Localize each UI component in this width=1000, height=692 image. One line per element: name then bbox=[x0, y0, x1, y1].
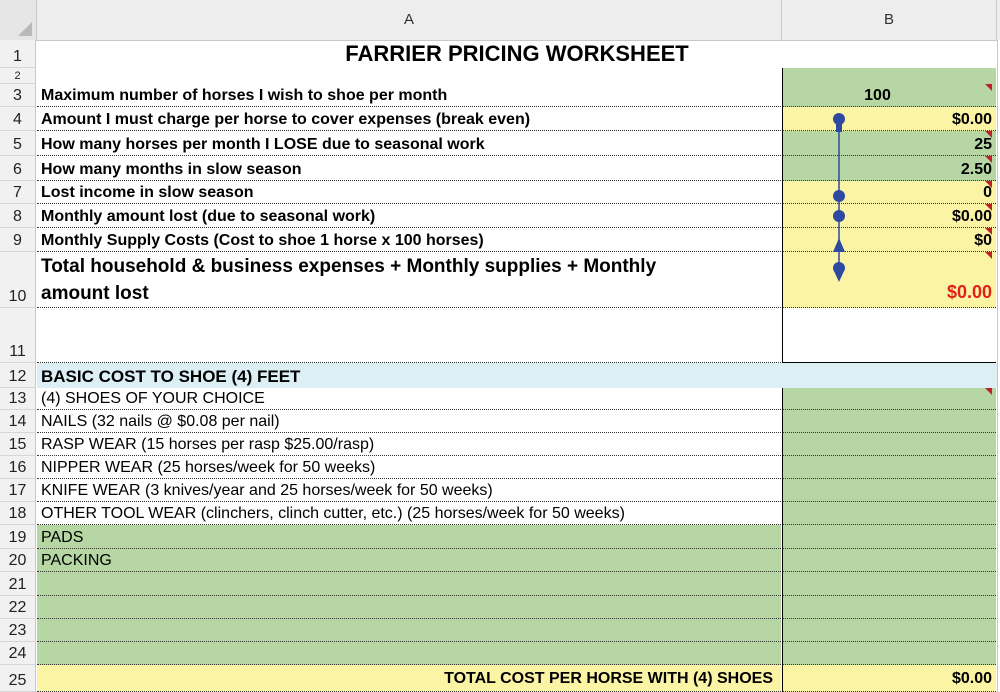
cell-b13[interactable] bbox=[782, 388, 996, 410]
cell-b14[interactable] bbox=[782, 410, 996, 433]
cell-b23[interactable] bbox=[782, 619, 996, 642]
supply-costs-value: $0 bbox=[974, 232, 992, 249]
cell-b24[interactable] bbox=[782, 642, 996, 665]
cell-a25[interactable]: TOTAL COST PER HORSE WITH (4) SHOES bbox=[37, 665, 781, 692]
comment-marker-icon bbox=[985, 204, 992, 211]
cell-b16[interactable] bbox=[782, 456, 996, 479]
select-all-corner[interactable] bbox=[0, 0, 37, 40]
cell-b4[interactable]: $0.00 bbox=[782, 107, 996, 131]
total-expenses-label-line1: Total household & business expenses + Monthly supplies + Monthly bbox=[41, 256, 657, 277]
cell-a21[interactable] bbox=[37, 572, 781, 596]
cell-b11[interactable] bbox=[782, 308, 996, 363]
cell-a15[interactable]: RASP WEAR (15 horses per rasp $25.00/rasp) bbox=[37, 433, 781, 456]
cell-a14[interactable]: NAILS (32 nails @ $0.08 per nail) bbox=[37, 410, 781, 433]
cell-b20[interactable] bbox=[782, 549, 996, 572]
cell-a4[interactable]: Amount I must charge per horse to cover expenses (break even) bbox=[37, 107, 781, 131]
cell-b17[interactable] bbox=[782, 479, 996, 502]
row-header-15[interactable]: 15 bbox=[0, 433, 36, 456]
cell-b3[interactable] bbox=[782, 84, 996, 107]
cell-a9[interactable]: Monthly Supply Costs (Cost to shoe 1 horse x 100 horses) bbox=[37, 228, 781, 252]
cell-a23[interactable] bbox=[37, 619, 781, 642]
comment-marker-icon bbox=[985, 228, 992, 235]
cell-a8[interactable]: Monthly amount lost (due to seasonal work) bbox=[37, 204, 781, 228]
row-header-22[interactable]: 22 bbox=[0, 596, 36, 619]
row-header-9[interactable]: 9 bbox=[0, 228, 36, 252]
row-header-14[interactable]: 14 bbox=[0, 410, 36, 433]
row-header-20[interactable]: 20 bbox=[0, 549, 36, 572]
cell-a17[interactable]: KNIFE WEAR (3 knives/year and 25 horses/week for 50 weeks) bbox=[37, 479, 781, 502]
cell-a18[interactable]: OTHER TOOL WEAR (clinchers, clinch cutter, etc.) (25 horses/week for 50 weeks) bbox=[37, 502, 781, 525]
row-header-8[interactable]: 8 bbox=[0, 204, 36, 228]
total-expenses-value: $0.00 bbox=[946, 282, 992, 302]
cell-b15[interactable] bbox=[782, 433, 996, 456]
cell-a20[interactable]: PACKING bbox=[37, 549, 781, 572]
comment-marker-icon bbox=[985, 156, 992, 163]
cell-b8[interactable] bbox=[782, 204, 996, 228]
column-header-a[interactable]: A bbox=[37, 0, 782, 40]
total-expenses-label-line2: amount lost bbox=[41, 283, 149, 304]
row-header-10[interactable]: 10 bbox=[0, 252, 36, 308]
cell-b9[interactable] bbox=[782, 228, 996, 252]
comment-marker-icon bbox=[985, 84, 992, 91]
row-header-7[interactable]: 7 bbox=[0, 181, 36, 204]
cell-a5[interactable]: How many horses per month I LOSE due to seasonal work bbox=[37, 131, 781, 156]
row-header-1[interactable]: 1 bbox=[0, 40, 36, 68]
cell-a7[interactable]: Lost income in slow season bbox=[37, 181, 781, 204]
cell-b7[interactable] bbox=[782, 181, 996, 204]
comment-marker-icon bbox=[985, 252, 992, 259]
lost-horses-value: 25 bbox=[974, 136, 992, 153]
row-header-19[interactable]: 19 bbox=[0, 525, 36, 549]
row-header-6[interactable]: 6 bbox=[0, 156, 36, 181]
row-header-21[interactable]: 21 bbox=[0, 572, 36, 596]
comment-marker-icon bbox=[985, 131, 992, 138]
row-header-23[interactable]: 23 bbox=[0, 619, 36, 642]
comment-marker-icon bbox=[985, 388, 992, 395]
cell-b18[interactable] bbox=[782, 502, 996, 525]
cell-a10[interactable] bbox=[37, 252, 781, 308]
row-header-17[interactable]: 17 bbox=[0, 479, 36, 502]
section-header-basic-cost[interactable]: BASIC COST TO SHOE (4) FEET bbox=[37, 363, 1000, 388]
cell-a19[interactable]: PADS bbox=[37, 525, 781, 549]
column-header-bar bbox=[0, 0, 1000, 41]
slow-months-value: 2.50 bbox=[960, 161, 992, 178]
cell-b25[interactable]: $0.00 bbox=[782, 665, 996, 692]
cell-b19[interactable] bbox=[782, 525, 996, 549]
cell-a16[interactable]: NIPPER WEAR (25 horses/week for 50 weeks) bbox=[37, 456, 781, 479]
cell-b5[interactable] bbox=[782, 131, 996, 156]
max-horses-value: 100 bbox=[864, 87, 891, 104]
lost-income-value: 0 bbox=[983, 184, 992, 201]
column-header-b[interactable]: B bbox=[782, 0, 997, 40]
row-header-2[interactable]: 2 bbox=[0, 68, 36, 84]
cell-a11[interactable] bbox=[37, 308, 781, 363]
worksheet-title[interactable]: FARRIER PRICING WORKSHEET bbox=[345, 41, 689, 66]
row-header-13[interactable]: 13 bbox=[0, 388, 36, 410]
cell-a13[interactable]: (4) SHOES OF YOUR CHOICE bbox=[37, 388, 781, 410]
cell-b10[interactable] bbox=[782, 252, 996, 308]
cell-b6[interactable] bbox=[782, 156, 996, 181]
cell-a6[interactable]: How many months in slow season bbox=[37, 156, 781, 181]
cell-a3[interactable]: Maximum number of horses I wish to shoe per month bbox=[37, 84, 781, 107]
row-header-18[interactable]: 18 bbox=[0, 502, 36, 525]
row-header-5[interactable]: 5 bbox=[0, 131, 36, 156]
comment-marker-icon bbox=[985, 181, 992, 188]
cell-a24[interactable] bbox=[37, 642, 781, 665]
row-header-11[interactable]: 11 bbox=[0, 308, 36, 363]
cell-b2[interactable] bbox=[782, 68, 996, 84]
row-header-25[interactable]: 25 bbox=[0, 665, 36, 692]
cell-b22[interactable] bbox=[782, 596, 996, 619]
cell-a22[interactable] bbox=[37, 596, 781, 619]
cell-b21[interactable] bbox=[782, 572, 996, 596]
row-header-16[interactable]: 16 bbox=[0, 456, 36, 479]
row-header-24[interactable]: 24 bbox=[0, 642, 36, 665]
monthly-lost-value: $0.00 bbox=[951, 208, 992, 225]
row-header-4[interactable]: 4 bbox=[0, 107, 36, 131]
row-header-12[interactable]: 12 bbox=[0, 363, 36, 388]
row-header-3[interactable]: 3 bbox=[0, 84, 36, 107]
